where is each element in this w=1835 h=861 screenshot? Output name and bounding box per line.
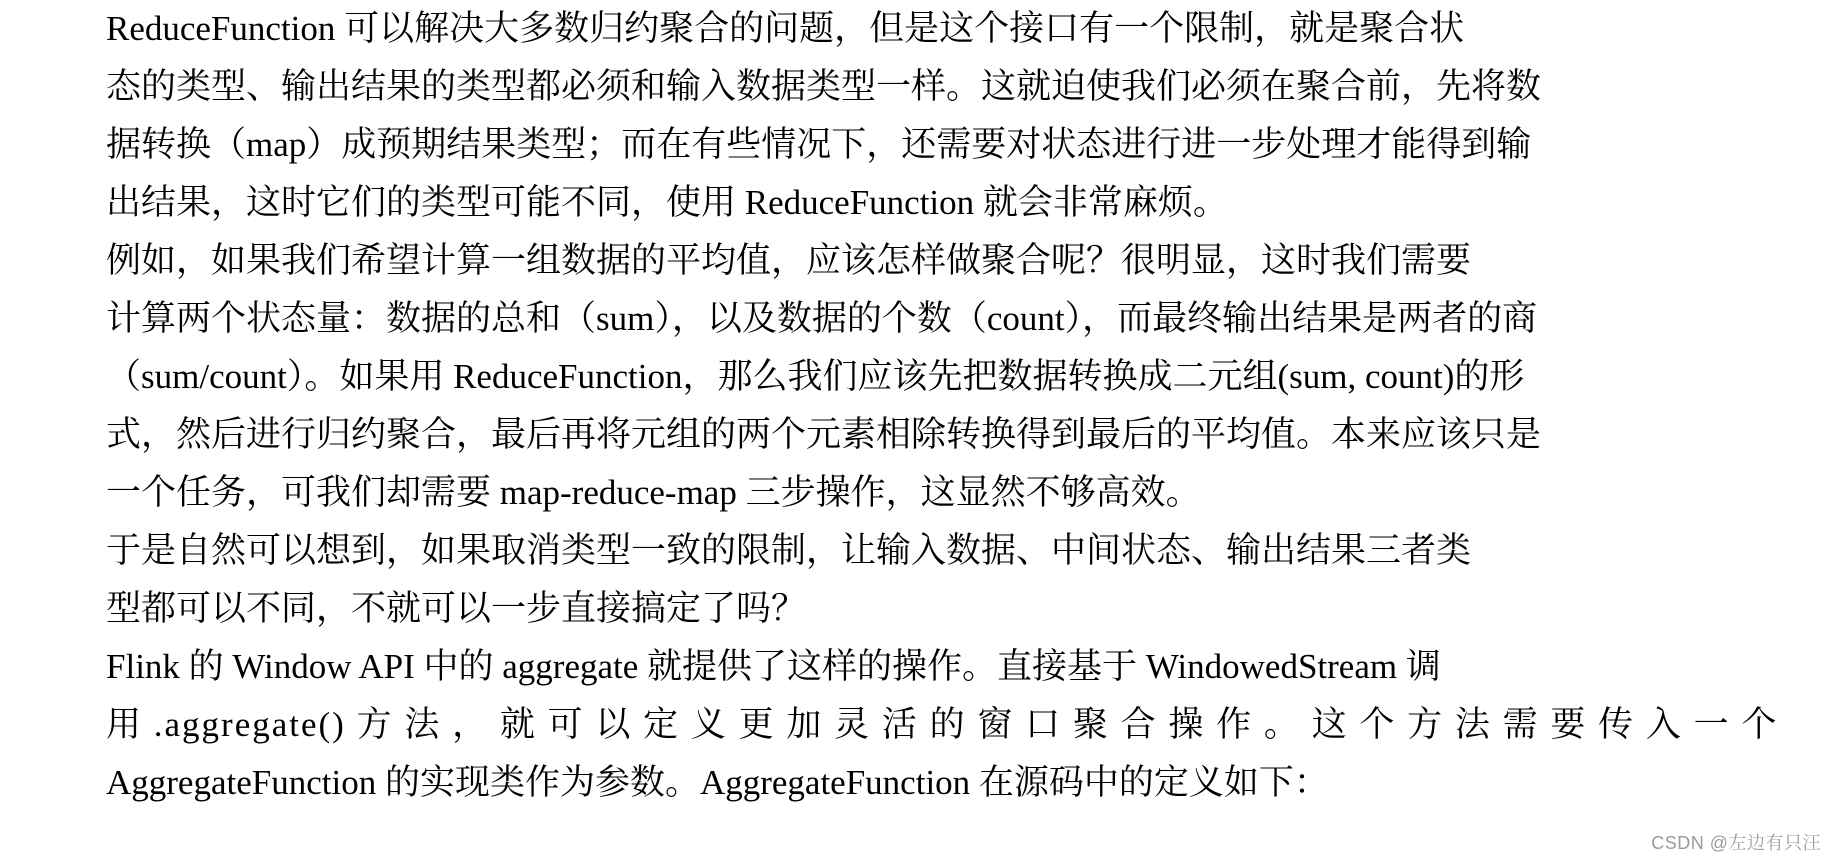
paragraph-1-line-3: 据转换（map）成预期结果类型；而在有些情况下，还需要对状态进行进一步处理才能得到输 — [106, 125, 1532, 164]
paragraph-2-line-4: 式，然后进行归约聚合，最后再将元组的两个元素相除转换得到最后的平均值。本来应该只是 — [106, 415, 1542, 454]
paragraph-1-line-4: 出结果，这时它们的类型可能不同，使用 ReduceFunction 就会非常麻烦。 — [106, 183, 1228, 222]
paragraph-1 — [32, 0, 1772, 232]
paragraph-4 — [32, 638, 1779, 812]
document-body — [32, 0, 1779, 812]
paragraph-3-line-1: 于是自然可以想到，如果取消类型一致的限制，让输入数据、中间状态、输出结果三者类 — [106, 531, 1472, 570]
paragraph-2 — [32, 232, 1772, 522]
paragraph-1-line-1: ReduceFunction 可以解决大多数归约聚合的问题，但是这个接口有一个限制，就是聚合状 — [106, 9, 1465, 48]
paragraph-4-line-2: 用 .aggregate() 方 法 ， 就 可 以 定 义 更 加 灵 活 的 窗 口 聚 合 操 作 。 这 个 方 法 需 要 传 入 一 个 — [106, 705, 1779, 744]
paragraph-3 — [32, 522, 1772, 638]
watermark-text: CSDN @左边有只汪 — [1651, 833, 1821, 853]
paragraph-2-line-1: 例如，如果我们希望计算一组数据的平均值，应该怎样做聚合呢？很明显，这时我们需要 — [106, 241, 1472, 280]
paragraph-2-line-3: （sum/count）。如果用 ReduceFunction，那么我们应该先把数据转换成二元组(sum, count)的形 — [106, 357, 1525, 396]
paragraph-1-line-2: 态的类型、输出结果的类型都必须和输入数据类型一样。这就迫使我们必须在聚合前，先将数 — [106, 67, 1542, 106]
paragraph-3-line-2: 型都可以不同，不就可以一步直接搞定了吗？ — [106, 589, 807, 628]
paragraph-4-line-1: Flink 的 Window API 中的 aggregate 就提供了这样的操作。直接基于 WindowedStream 调 — [106, 647, 1441, 686]
paragraph-2-line-2: 计算两个状态量：数据的总和（sum），以及数据的个数（count），而最终输出结果是两者的商 — [106, 299, 1538, 338]
paragraph-2-line-5: 一个任务，可我们却需要 map-reduce-map 三步操作，这显然不够高效。 — [106, 473, 1201, 512]
paragraph-4-line-3: AggregateFunction 的实现类作为参数。AggregateFunction 在源码中的定义如下： — [106, 763, 1329, 802]
